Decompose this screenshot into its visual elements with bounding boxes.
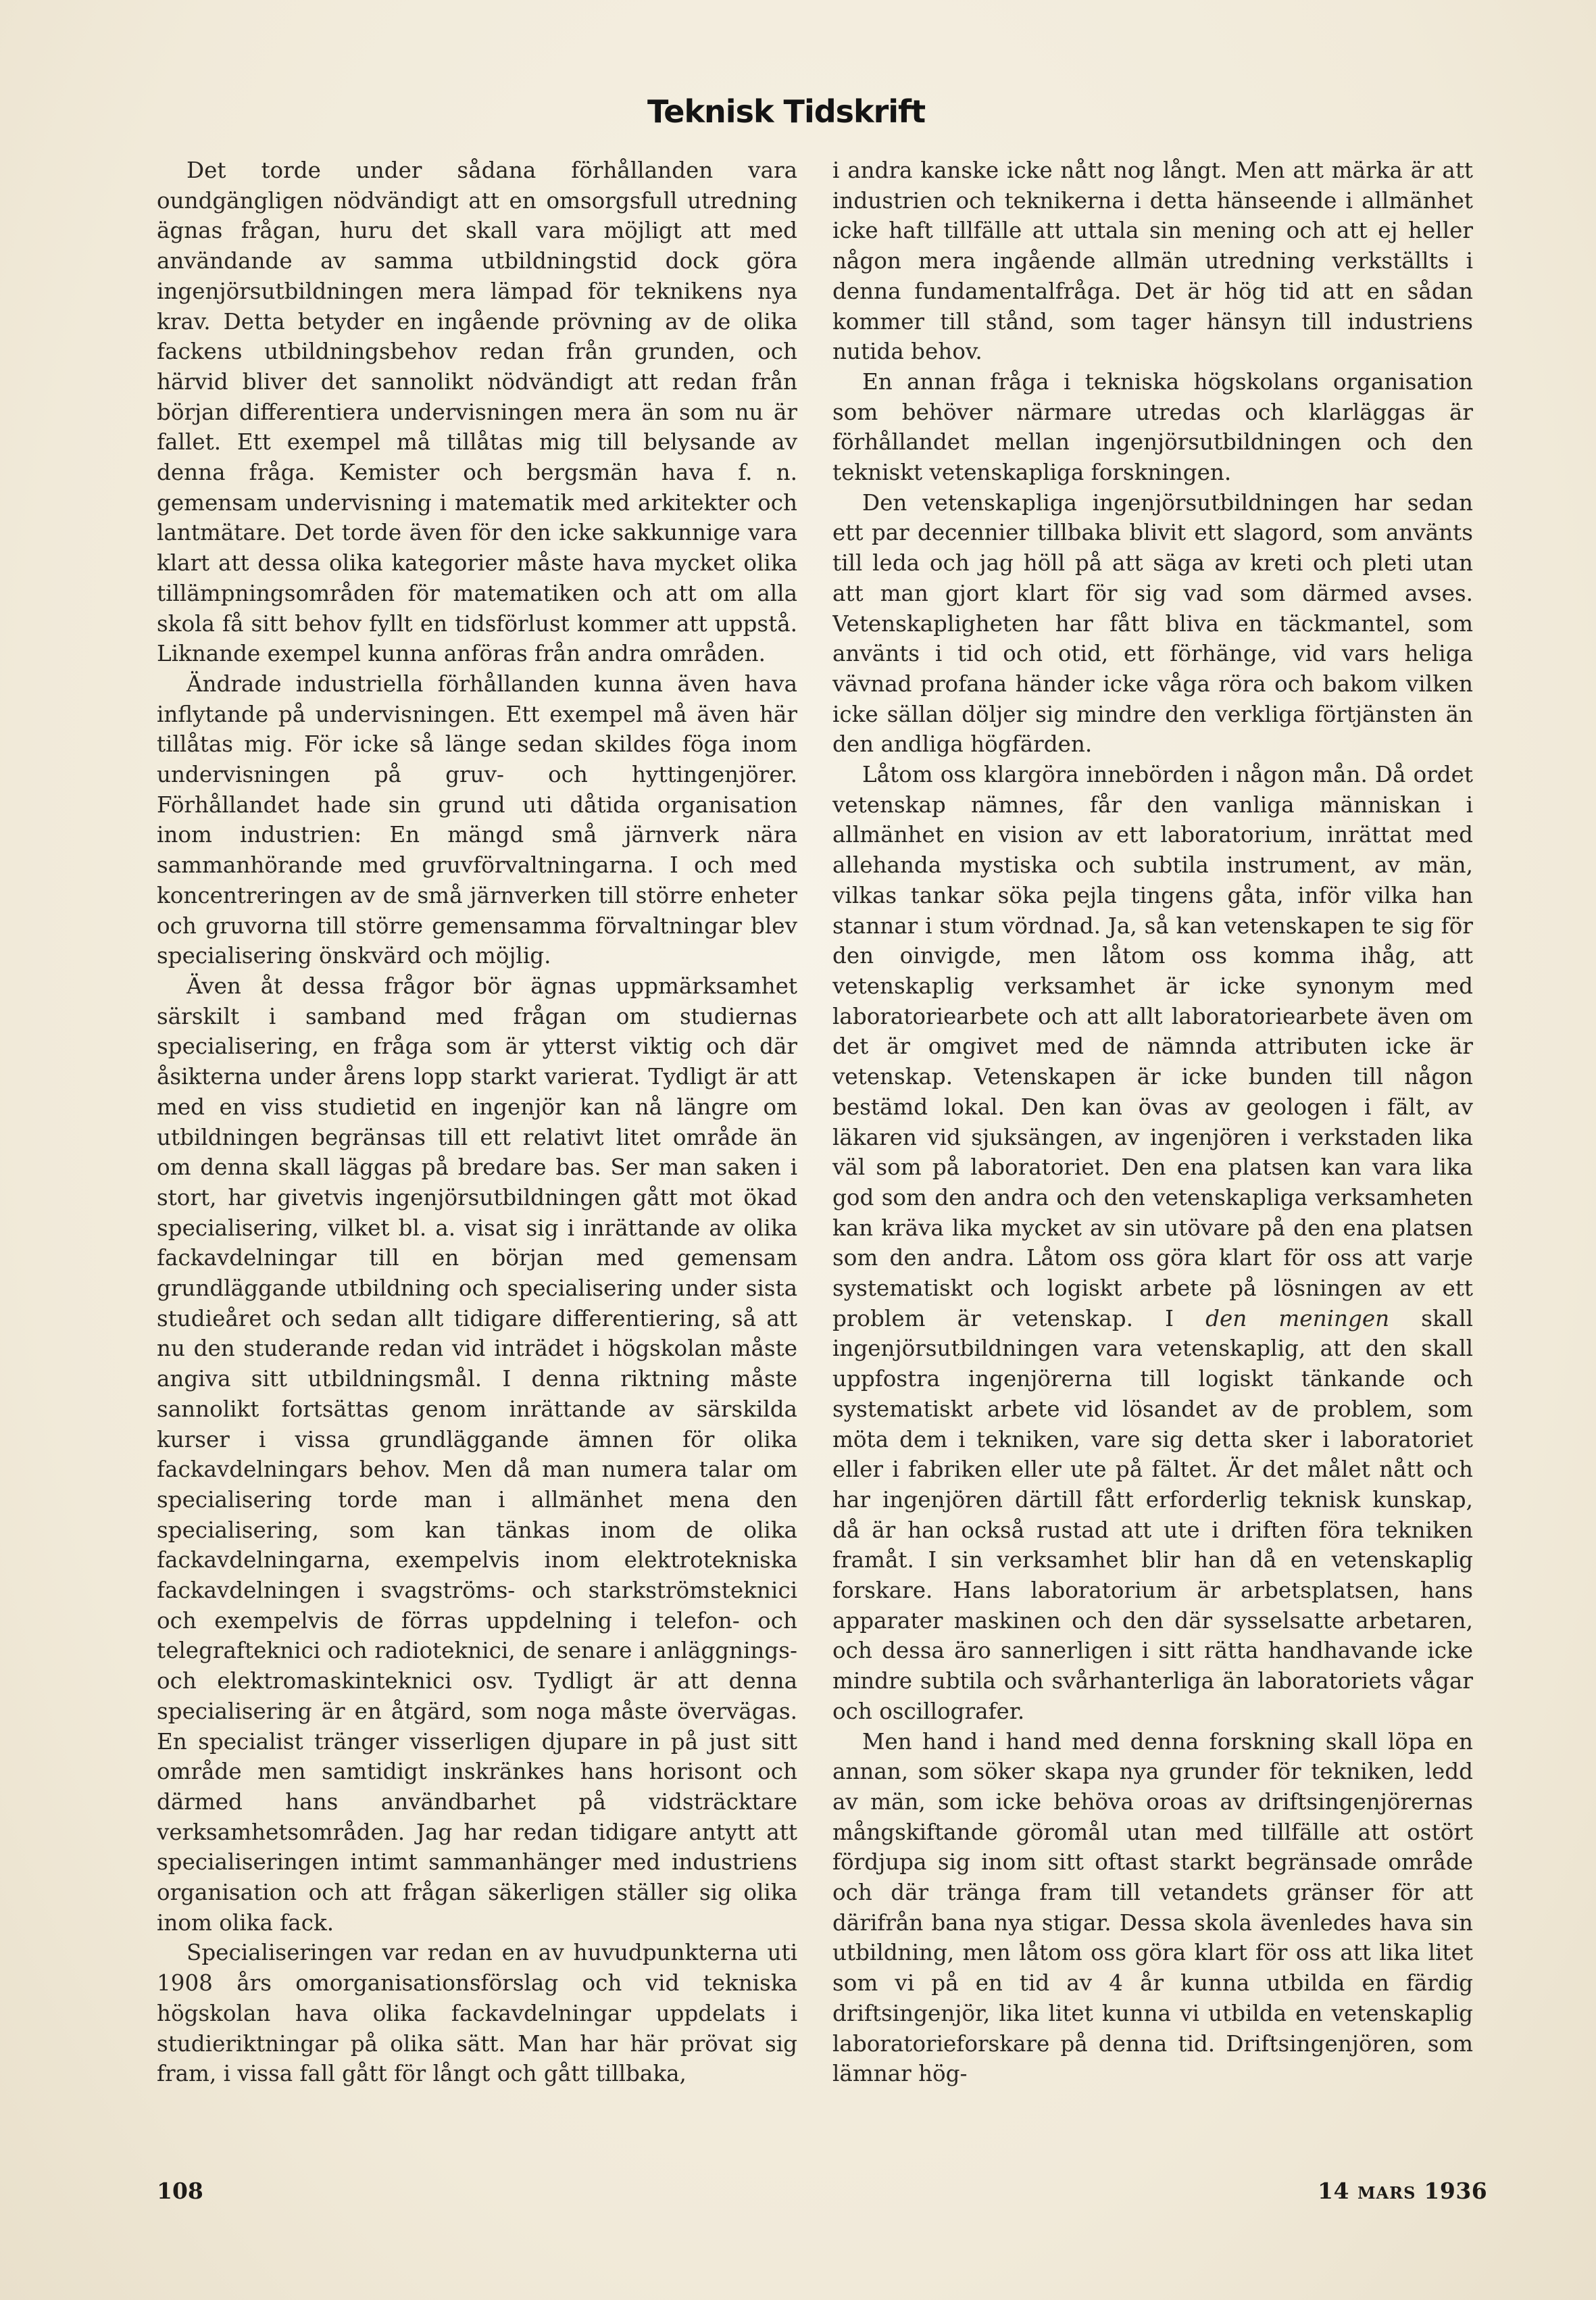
paragraph: i andra kanske icke nått nog långt. Men att märka är att industrien och teknikerna i detta hänseende i allmänhet icke haft tillfälle att uttala sin mening och att ej heller någon mera ingående allmän utredning verkställts i denna fundamentalfråga. Det är hög tid att en sådan kommer till stånd, som tager hänsyn till industriens nutida behov. (832, 157, 1473, 365)
paragraph-text: Låtom oss klargöra innebörden i någon mån. Då ordet vetenskap nämnes, får den vanliga människan i allmänhet en vision av ett laboratorium, inrättat med allehanda mystiska och subtila instrument, av män, vilkas tankar söka pejla tingens gåta, inför vilka han stannar i stum vördnad. Ja, så kan vetenskapen te sig för den oinvigde, men låtom oss komma ihåg, att vetenskaplig verksamhet är icke synonym med laboratoriearbete och att allt laboratoriearbete även om det är omgivet med de nämnda attributen icke är vetenskap. Vetenskapen är icke bunden till någon bestämd lokal. Den kan övas av geologen i fält, av läkaren vid sjuksängen, av ingenjören i verkstaden lika väl som på laboratoriet. Den ena platsen kan vara lika god som den andra och den vetenskapliga verksamheten kan kräva lika mycket av sin utövare på den ena platsen som den andra. Låtom oss göra klart för oss att varje systematiskt och logiskt arbete på lösningen av ett problem är vetenskap. I (832, 762, 1473, 1331)
paragraph-text: skall ingenjörsutbildningen vara vetenskaplig, att den skall uppfostra ingenjörerna till logiskt tänkande och systematiskt arbete vid lösandet av de problem, som möta dem i tekniken, vare sig detta sker i laboratoriet eller i fabriken eller ute på fältet. Är det målet nått och har ingenjören därtill fått erforderlig teknisk kunskap, då är han också rustad att ute i driften föra tekniken framåt. I sin verksamhet blir han då en vetenskaplig forskare. Hans laboratorium är arbetsplatsen, hans apparater maskinen och den där sysselsatte arbetaren, och dessa äro sannerligen i sitt rätta handhavande icke mindre subtila och svårhanterliga än laboratoriets vågar och oscillografer. (832, 1305, 1473, 1724)
running-header: Teknisk Tidskrift (647, 93, 926, 130)
issue-date-day: 14 (1318, 2178, 1349, 2204)
paragraph: Ändrade industriella förhållanden kunna även hava inflytande på undervisningen. Ett exempel må även här tillåtas mig. För icke så länge sedan skildes föga inom undervisningen på gruv- och hyttingenjörer. Förhållandet hade sin grund uti dåtida organisation inom industrien: En mängd små järnverk nära sammanhörande med gruvförvaltningarna. I och med koncentreringen av de små järnverken till större enheter och gruvorna till större gemensamma förvaltningar blev specialisering önskvärd och möjlig. (157, 670, 797, 969)
paragraph: Men hand i hand med denna forskning skall löpa en annan, som söker skapa nya grunder för tekniken, ledd av män, som icke behöva oroas av driftsingenjörernas mångskiftande göromål utan med tillfälle att ostört fördjupa sig inom sitt oftast starkt begränsade område och där tränga fram till vetandets gränser för att därifrån bana nya stigar. Dessa skola ävenledes hava sin utbildning, men låtom oss göra klart för oss att lika litet som vi på en tid av 4 år kunna utbilda en färdig driftsingenjör, lika litet kunna vi utbilda en vetenskaplig laboratorieforskare på denna tid. Driftsingenjören, som lämnar hög- (832, 1728, 1473, 2087)
right-column (832, 155, 1473, 2170)
paragraph: Det torde under sådana förhållanden vara oundgängligen nödvändigt att en omsorgsfull utredning ägnas frågan, huru det skall vara möjligt att med användande av samma utbildningstid dock göra ingenjörsutbildningen mera lämpad för teknikens nya krav. Detta betyder en ingående prövning av de olika fackens utbildningsbehov redan från grunden, och härvid bliver det sannolikt nödvändigt att redan från början differentiera undervisningen mera än som nu är fallet. Ett exempel må tillåtas mig till belysande av denna fråga. Kemister och bergsmän hava f. n. gemensam undervisning i matematik med arkitekter och lantmätare. Det torde även för den icke sakkunnige vara klart att dessa olika kategorier måste hava mycket olika tillämpningsområden för matematiken och att om alla skola få sitt behov fyllt en tidsförlust kommer att uppstå. Liknande exempel kunna anföras från andra områden. (157, 157, 797, 667)
paragraph: En annan fråga i tekniska högskolans organisation som behöver närmare utredas och klarläggas är förhållandet mellan ingenjörsutbildningen och den tekniskt vetenskapliga forskningen. (832, 368, 1473, 486)
paragraph: Även åt dessa frågor bör ägnas uppmärksamhet särskilt i samband med frågan om studiernas specialisering, en fråga som är ytterst viktig och där åsikterna under årens lopp starkt varierat. Tydligt är att med en viss studietid en ingenjör kan nå längre om utbildningen begränsas till ett relativt litet område än om denna skall läggas på bredare bas. Ser man saken i stort, har givetvis ingenjörsutbildningen gått mot ökad specialisering, vilket bl. a. visat sig i inrättande av olika fackavdelningar till en början med gemensam grundläggande utbildning och specialisering under sista studieåret och sedan allt tidigare differentiering, så att nu den studerande redan vid inträdet i högskolan måste angiva sitt utbildningsmål. I denna riktning måste sannolikt fortsättas genom inrättande av särskilda kurser i vissa grundläggande ämnen för olika fackavdelningars behov. Men då man numera talar om specialisering torde man i allmänhet mena den specialisering, som kan tänkas inom de olika fackavdelningarna, exempelvis inom elektrotekniska fackavdelningen i svagströms- och starkströmsteknici och exempelvis de förras uppdelning i telefon- och telegrafteknici och radioteknici, de senare i anläggnings- och elektromaskinteknici osv. Tydligt är att denna specialisering är en åtgärd, som noga måste övervägas. En specialist tränger visserligen djupare in på just sitt område men samtidigt inskränkes hans horisont och därmed hans användbarhet på vidsträcktare verksamhetsområden. Jag har redan tidigare antytt att specialiseringen intimt sammanhänger med industriens organisation och att frågan säkerligen ställer sig olika inom olika fack. (157, 973, 797, 1936)
emphasis-text: den meningen (1205, 1305, 1390, 1331)
issue-date-year: 1936 (1424, 2178, 1488, 2204)
paragraph: Specialiseringen var redan en av huvudpunkterna uti 1908 års omorganisationsförslag och vid tekniska högskolan hava olika fackavdelningar uppdelats i studieriktningar på olika sätt. Man har här prövat sig fram, i vissa fall gått för långt och gått tillbaka, (157, 1940, 797, 2087)
paragraph (832, 760, 1473, 1727)
left-column (157, 155, 797, 2170)
page-number: 108 (157, 2178, 203, 2204)
paragraph: Den vetenskapliga ingenjörsutbildningen har sedan ett par decennier tillbaka blivit ett slagord, som använts till leda och jag höll på att säga av kreti och pleti utan att man gjort klart för sig vad som därmed avses. Vetenskapligheten har fått bliva en täckmantel, som använts i tid och otid, ett förhänge, vid vars heliga vävnad profana händer icke våga röra och bakom vilken icke sällan döljer sig mindre den verkliga förtjänsten än den andliga högfärden. (832, 489, 1473, 758)
issue-date-month: MARS (1357, 2183, 1416, 2203)
issue-date (1318, 2178, 1487, 2204)
